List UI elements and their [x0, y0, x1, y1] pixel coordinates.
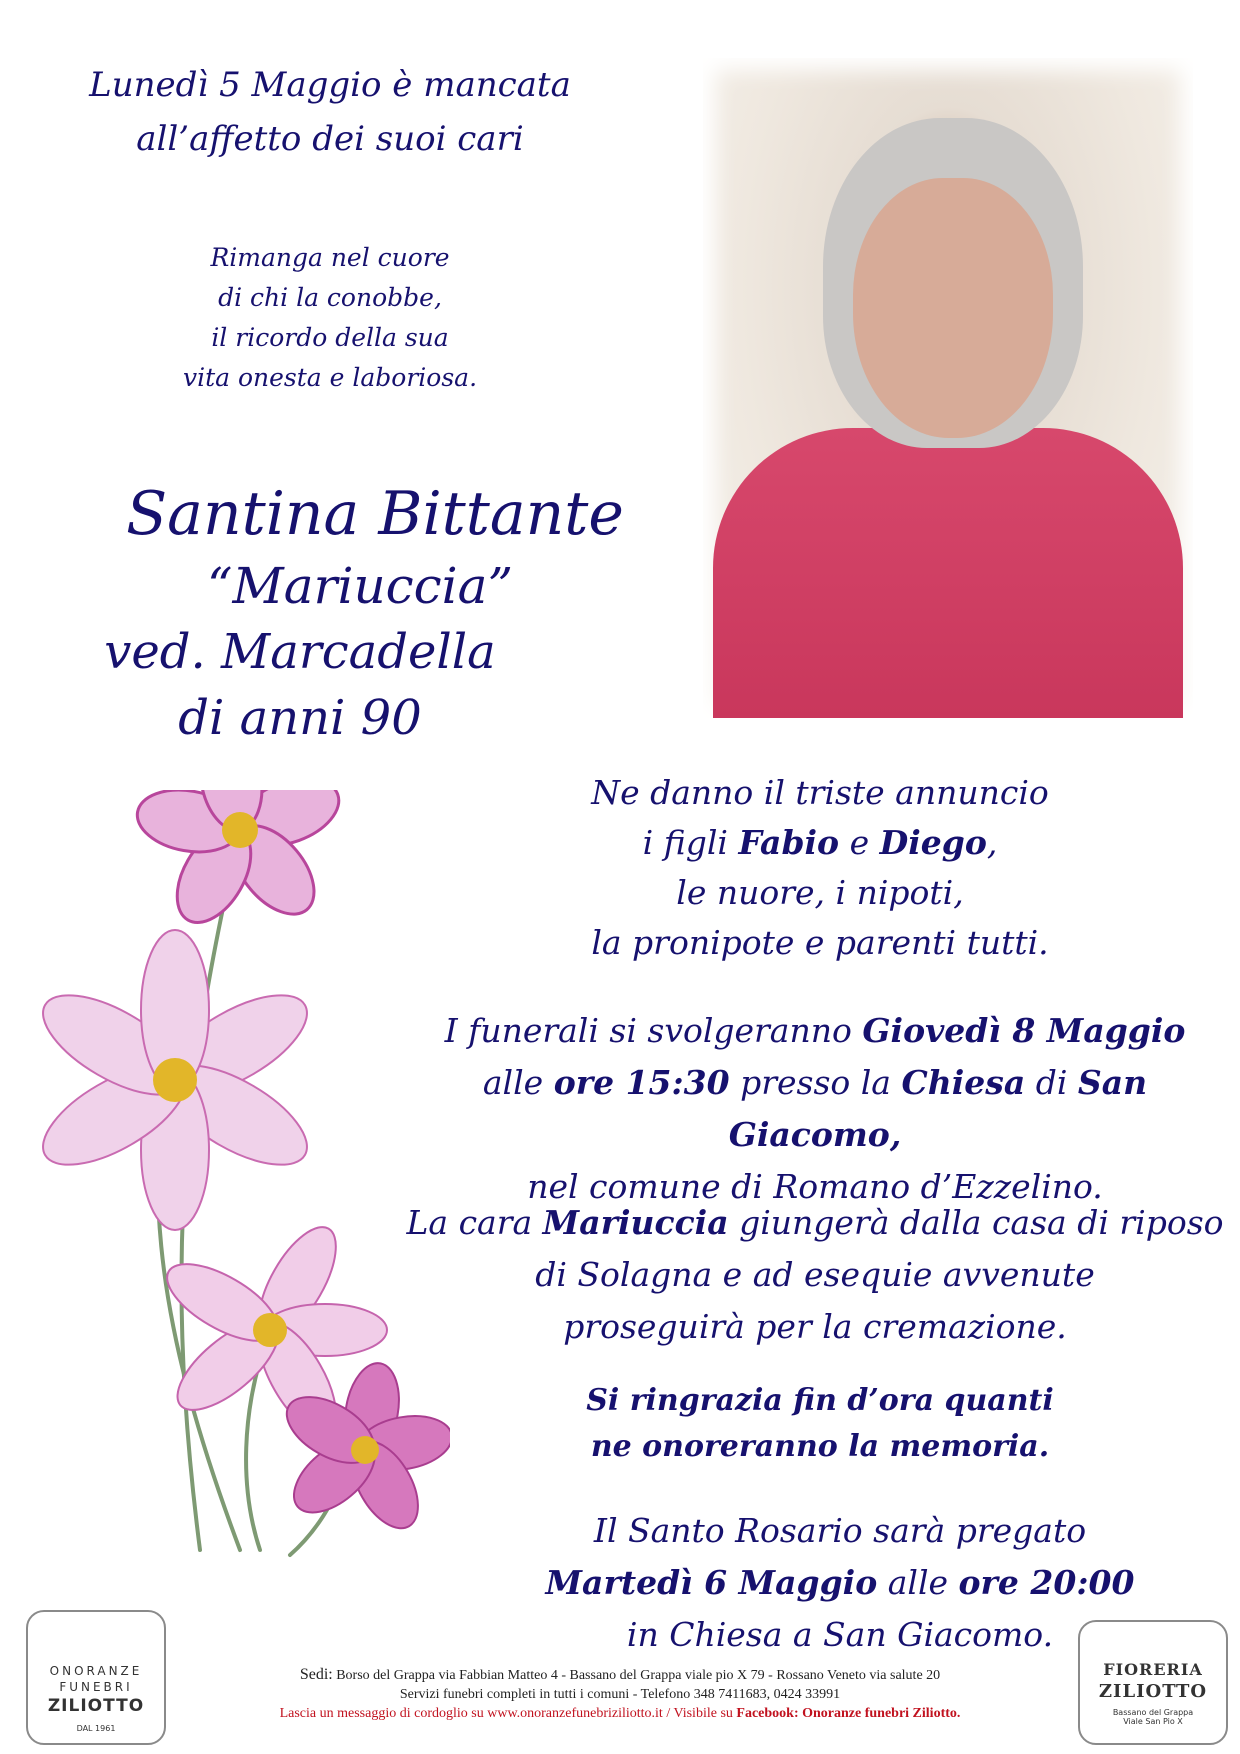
- logo-right-sub-2: Viale San Pio X: [1123, 1717, 1183, 1726]
- funeral-church: Chiesa: [901, 1063, 1026, 1102]
- deceased-name: Santina Bittante: [126, 479, 624, 549]
- verse-line-3: il ricordo della sua: [211, 323, 449, 352]
- footer-locations-text: Borso del Grappa via Fabbian Matteo 4 - Bassano del Grappa viale pio X 79 - Rossano Veneto via salute 20: [332, 1668, 941, 1683]
- announce-text: e: [839, 823, 880, 862]
- footer-label: Sedi:: [299, 1666, 333, 1683]
- memorial-verse: [140, 238, 520, 398]
- logo-left-line-2: FUNEBRI: [59, 1680, 133, 1694]
- arrival-line-3: proseguirà per la cremazione.: [563, 1307, 1067, 1346]
- funeral-time: ore 15:30: [553, 1063, 730, 1102]
- funeral-line-3: nel comune di Romano d’Ezzelino.: [527, 1167, 1103, 1206]
- footer-message: [150, 1704, 1090, 1723]
- verse-line-1: Rimanga nel cuore: [210, 243, 450, 272]
- announce-text: ,: [986, 823, 998, 862]
- footer-facebook-link[interactable]: Facebook: Onoranze funebri Ziliotto.: [736, 1706, 961, 1721]
- arrival-line-1: [400, 1197, 1230, 1249]
- logo-left-line-3: ZILIOTTO: [47, 1696, 145, 1716]
- flower-middle: [28, 930, 322, 1230]
- announcement-text: [560, 768, 1080, 968]
- funeral-text: I funerali si svolgeranno: [444, 1011, 863, 1050]
- logo-right-line-2: ZILIOTTO: [1098, 1681, 1208, 1702]
- funeral-place: San Giacomo,: [728, 1063, 1148, 1154]
- verse-line-2: di chi la conobbe,: [218, 283, 442, 312]
- arrival-text: La cara: [406, 1203, 543, 1242]
- arrival-text: giungerà dalla casa di riposo: [728, 1203, 1224, 1242]
- portrait-shirt: [713, 428, 1183, 718]
- arrival-details: [400, 1197, 1230, 1353]
- cosmos-flowers-illustration: [10, 790, 450, 1560]
- funeral-text: alle: [482, 1063, 554, 1102]
- footer-services: Servizi funebri completi in tutti i comuni - Telefono 348 7411683, 0424 33991: [399, 1687, 841, 1702]
- logo-right-line-1: FIORERIA: [1103, 1660, 1203, 1679]
- funeral-line-1: [400, 1005, 1230, 1057]
- arrival-name: Mariuccia: [542, 1203, 729, 1242]
- funeral-text: di: [1025, 1063, 1078, 1102]
- deceased-age: di anni 90: [178, 690, 422, 746]
- announce-line-2: [560, 818, 1080, 868]
- funeral-line-2: [400, 1057, 1230, 1161]
- funeral-day: Giovedì 8 Maggio: [862, 1011, 1186, 1050]
- logo-left-since: DAL 1961: [76, 1724, 116, 1733]
- intro-text: [70, 58, 590, 166]
- intro-line-2: all’affetto dei suoi cari: [136, 119, 524, 159]
- announce-line-1: Ne danno il triste annuncio: [591, 773, 1049, 812]
- funeral-details: [400, 1005, 1230, 1213]
- deceased-widow-of: ved. Marcadella: [104, 624, 496, 680]
- footer-locations: [150, 1665, 1090, 1685]
- footer-message-text: Lascia un messaggio di cordoglio su www.onoranzefunebriziliotto.it / Visibile su: [279, 1706, 737, 1721]
- footer-info: [150, 1665, 1090, 1723]
- son-name-2: Diego: [879, 823, 987, 862]
- funeral-text: presso la: [729, 1063, 902, 1102]
- fioreria-logo: [1078, 1620, 1228, 1745]
- logo-right-sub-1: Bassano del Grappa: [1112, 1708, 1194, 1717]
- son-name-1: Fabio: [738, 823, 840, 862]
- intro-line-1: Lunedì 5 Maggio è mancata: [89, 65, 571, 105]
- rosary-line-2: [520, 1557, 1160, 1609]
- rosary-time: ore 20:00: [958, 1563, 1135, 1602]
- announce-line-4: la pronipote e parenti tutti.: [591, 923, 1049, 962]
- thanks-line-2: ne onoreranno la memoria.: [590, 1429, 1050, 1464]
- rosary-line-1: Il Santo Rosario sarà pregato: [593, 1511, 1087, 1550]
- portrait-photo: [703, 58, 1193, 718]
- rosary-text: alle: [877, 1563, 959, 1602]
- deceased-nickname: “Mariuccia”: [206, 557, 514, 615]
- logo-left-line-1: ONORANZE: [49, 1664, 143, 1678]
- rosary-details: [520, 1505, 1160, 1661]
- announce-text: i figli: [642, 823, 739, 862]
- rosary-day: Martedì 6 Maggio: [545, 1563, 878, 1602]
- onoranze-funebri-logo: [26, 1610, 166, 1745]
- portrait-face: [853, 178, 1053, 438]
- rosary-line-3: in Chiesa a San Giacomo.: [626, 1615, 1054, 1654]
- deceased-name-block: [40, 475, 680, 751]
- flower-top: [132, 790, 348, 935]
- verse-line-4: vita onesta e laboriosa.: [182, 363, 478, 392]
- arrival-line-2: di Solagna e ad esequie avvenute: [535, 1255, 1095, 1294]
- announce-line-3: le nuore, i nipoti,: [676, 873, 964, 912]
- thanks-text: [560, 1378, 1080, 1470]
- thanks-line-1: Si ringrazia fin d’ora quanti: [586, 1383, 1054, 1418]
